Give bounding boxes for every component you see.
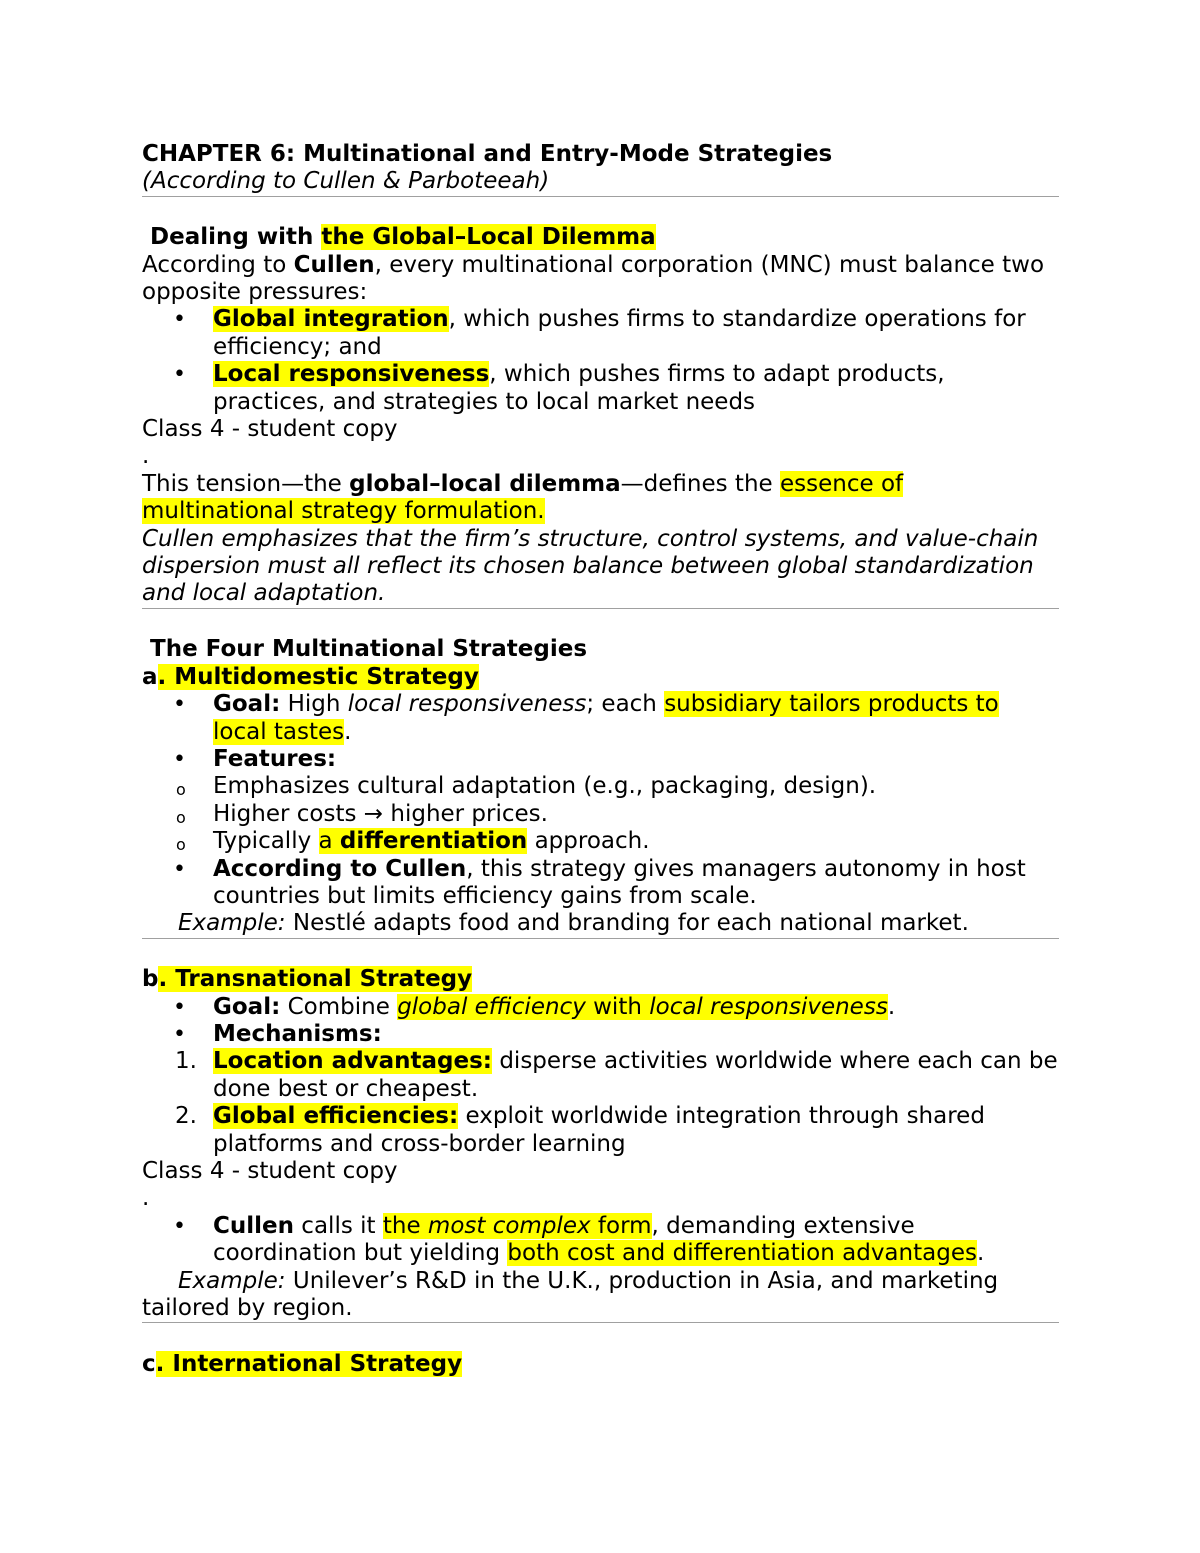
numbered-list-mechanisms [142,1048,1059,1158]
paragraph-tension: This tension—the global–local dilemma—defines the essence of multinational strategy formulation. [142,470,904,525]
list-item: • Features: o Emphasizes cultural adaptation (e.g., packaging, design). o Higher costs → higher prices. o Typically a differentiation approach. [142,746,1059,856]
blank-line [142,939,1059,966]
list-item: • Global integration, which pushes firms to standardize operations for efficiency; and [142,306,1059,361]
list-item: • Goal: Combine global efficiency with local responsiveness. [142,994,1059,1021]
blank-line [142,609,1059,636]
chapter-subtitle: (According to Cullen & Parboteeah) [142,168,550,195]
bullet-list-multidomestic [142,691,1059,910]
bullet-list-transnational-cullen [142,1213,1059,1268]
highlight: . International Strategy [155,1350,463,1377]
example-multidomestic: Example: Nestlé adapts food and branding for each national market. [178,910,969,937]
example-transnational: Example: Unilever’s R&D in the U.K., production in Asia, and marketing tailored by region. [142,1267,999,1322]
list-item: • Cullen calls it the most complex form, demanding extensive coordination but yielding both cost and differentiation advantages. [142,1213,1059,1268]
list-number: 1. [175,1048,197,1075]
list-item: • Goal: High local responsiveness; each subsidiary tailors products to local tastes. [142,691,1059,746]
section-heading-four-strategies: The Four Multinational Strategies [150,636,588,663]
section-heading-dilemma: Dealing with the Global–Local Dilemma [150,224,656,251]
list-item: • According to Cullen, this strategy gives managers autonomy in host countries but limits efficiency gains from scale. [142,856,1059,911]
paragraph-intro: According to Cullen, every multinational corporation (MNC) must balance two opposite pressures: [142,251,1045,306]
list-item: o Typically a differentiation approach. [142,828,1059,855]
strategy-heading-transnational: b. Transnational Strategy [142,966,473,993]
chapter-title: CHAPTER 6: Multinational and Entry-Mode Strategies [142,141,833,167]
list-item: 2. Global efficiencies: exploit worldwide integration through shared platforms and cross-border learning [175,1103,985,1157]
highlight: . Multidomestic Strategy [157,663,479,690]
strategy-heading-international: c. International Strategy [142,1350,463,1377]
list-item: • Local responsiveness, which pushes firms to adapt products, practices, and strategies to local market needs [142,361,1059,416]
paragraph-italic-note: Cullen emphasizes that the firm’s structure, control systems, and value-chain dispersion must all reflect its chosen balance between global standardization and local adaptation. [142,525,1039,607]
highlight: Global integration [213,306,449,333]
bullet-list-pressures [142,306,1059,416]
highlight: global efficiency with local responsiveness [397,993,888,1020]
highlight: Location advantages: [213,1048,493,1075]
sub-list-features [142,773,1059,855]
list-item: o Higher costs → higher prices. [142,801,1059,828]
highlight: Global efficiencies: [213,1103,459,1130]
highlight: Local responsiveness [213,361,490,388]
list-item: • Mechanisms: 1. Location advantages: disperse activities worldwide where each can be done best or cheapest. 2. Global efficiencies: exploit worldwide integration through shared platforms and cross-border learning [142,1021,1059,1158]
highlight: essence of multinational strategy formulation. [142,470,904,525]
watermark-text: Class 4 - student copy [142,1157,398,1184]
highlight: a differentiation [318,828,528,855]
blank-line [142,1323,1059,1350]
highlight: the Global–Local Dilemma [321,224,656,251]
list-item: 1. Location advantages: disperse activities worldwide where each can be done best or cheapest. [175,1048,1058,1102]
strategy-heading-multidomestic: a. Multidomestic Strategy [142,663,479,690]
bullet-list-transnational [142,994,1059,1158]
watermark-text: Class 4 - student copy [142,416,398,443]
dot-line: . [142,443,150,470]
highlight: . Transnational Strategy [158,966,473,993]
highlight: subsidiary tailors products to local tastes [213,691,999,745]
list-number: 2. [175,1103,197,1130]
list-item: o Emphasizes cultural adaptation (e.g., packaging, design). [142,773,1059,800]
highlight: both cost and differentiation advantages [507,1240,977,1267]
blank-line [142,197,1059,224]
document-body [142,141,1059,1378]
dot-line: . [142,1185,150,1212]
highlight: the most complex form [382,1212,652,1239]
